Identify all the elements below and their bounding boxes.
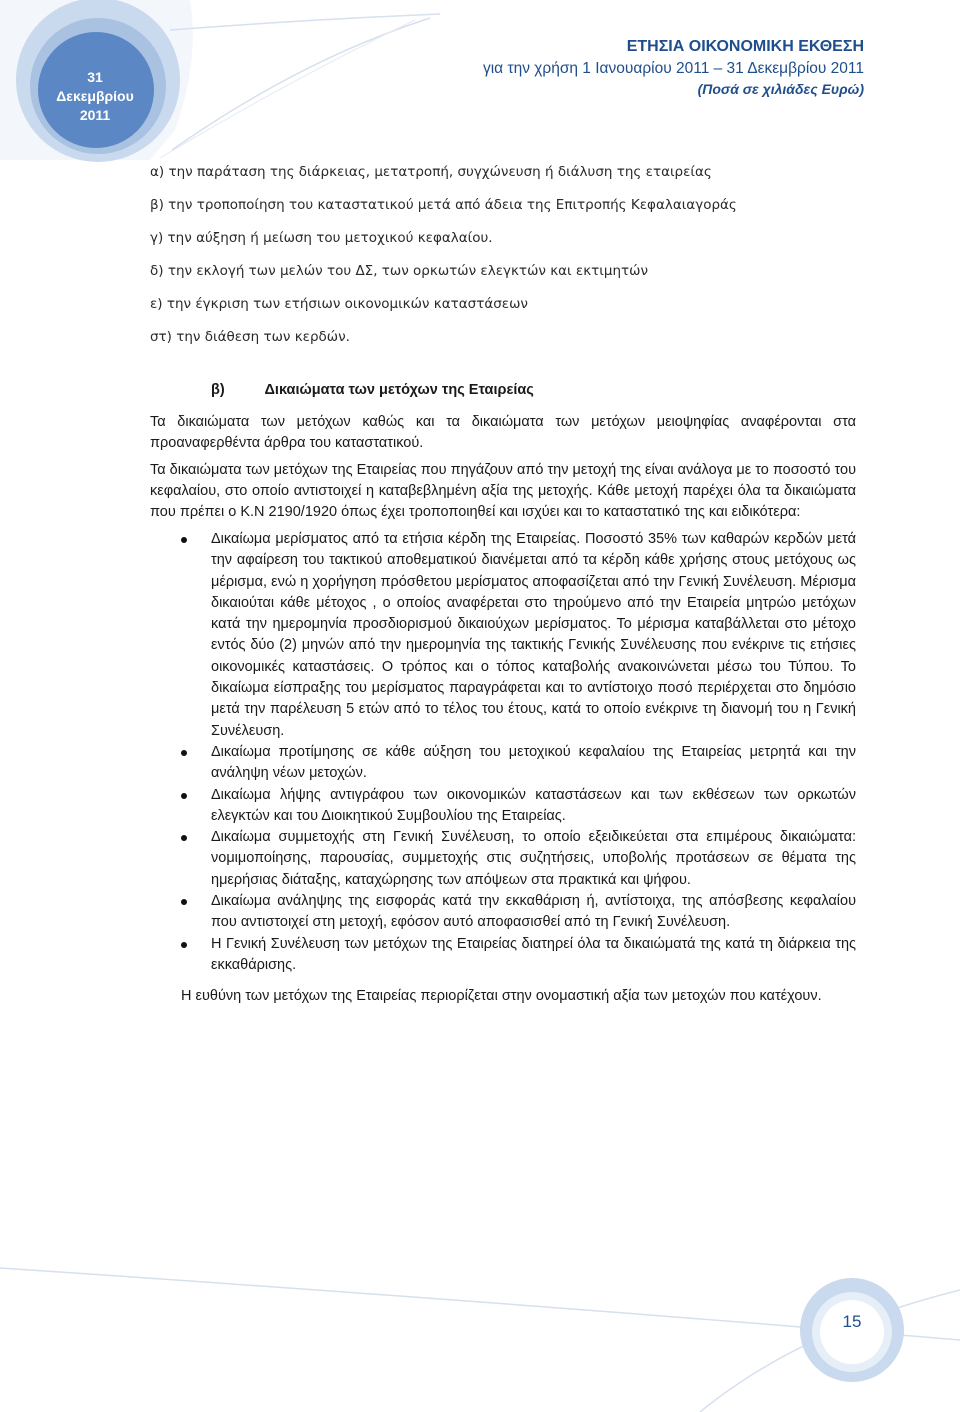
report-header: [483, 36, 864, 99]
closing-paragraph: Η ευθύνη των μετόχων της Εταιρείας περιορίζεται στην ονομαστική αξία των μετοχών που κατέχουν.: [181, 988, 822, 1005]
bullet-icon: [181, 537, 187, 543]
list-item: [211, 785, 856, 828]
bullet-icon: [181, 835, 187, 841]
section-heading: [211, 378, 856, 406]
list-item: [211, 891, 856, 934]
list-item-text: Δικαίωμα προτίμησης σε κάθε αύξηση του μετοχικού κεφαλαίου της Εταιρείας μετρητά και την ανάληψη νέων μετοχών.: [211, 743, 856, 782]
article-item: β) την τροποποίηση του καταστατικού μετά από άδεια της Επιτροπής Κεφαλαιαγοράς: [150, 197, 737, 213]
article-item: γ) την αύξηση ή μείωση του μετοχικού κεφαλαίου.: [150, 230, 493, 246]
badge-day: 31: [87, 69, 103, 85]
list-item-text: Δικαίωμα μερίσματος από τα ετήσια κέρδη της Εταιρείας. Ποσοστό 35% των καθαρών κερδών μετά την αφαίρεση του τακτικού αποθεματικού διανέμεται από τα κέρδη κάθε χρήσης στους μετόχους ως μέρισμα, ενώ η χορήγηση πρόσθετου μερίσματος αποφασίζεται από την Γενική Συνέλευση. Μέρισμα δικαιούται κάθε μέτοχος , ο οποίος αναφέρεται στο τηρούμενο από την Εταιρεία μητρώο μετόχων κατά την ημερομηνία προσδιορισμού δικαιούχων μερίσματος. Το μέρισμα καταβάλλεται στο μέτοχο εντός δύο (2) μηνών από την ημερομηνία της τακτικής Γενικής Συνέλευσης που ενέκρινε τις ετήσιες οικονομικές καταστάσεις. Ο τρόπος και ο τόπος καταβολής ανακοινώνεται μέσω του Τύπου. Το δικαίωμα είσπραξης του μερίσματος παραγράφεται και το αντίστοιχο ποσό περιέρχεται στο δημόσιο μετά την παρέλευση 5 ετών από το τέλος του έτους, κατά το οποίο ενέκρινε τη διανομή του η Γενική Συνέλευση.: [211, 531, 856, 739]
article-item: α) την παράταση της διάρκειας, μετατροπή, συγχώνευση ή διάλυση της εταιρείας: [150, 164, 712, 180]
bullet-icon: [181, 750, 187, 756]
rights-list: [150, 529, 856, 976]
list-item: [211, 742, 856, 785]
bullet-icon: [181, 899, 187, 905]
list-item: [211, 529, 856, 742]
badge-year: 2011: [79, 107, 111, 123]
article-item: στ) την διάθεση των κερδών.: [150, 329, 350, 345]
list-item: [211, 827, 856, 891]
list-item-text: Η Γενική Συνέλευση των μετόχων της Εταιρείας διατηρεί όλα τα δικαιώματά της κατά τη διάρκεια της εκκαθάρισης.: [211, 935, 856, 973]
list-item-text: Δικαίωμα ανάληψης της εισφοράς κατά την εκκαθάριση ή, αντίστοιχα, της απόσβεσης κεφαλαίου που αντιστοιχεί στη μετοχή, εφόσον αυτό αποφασισθεί από τη Γενική Συνέλευση.: [211, 893, 856, 931]
bullet-icon: [181, 942, 187, 948]
page-number: 15: [842, 1312, 862, 1331]
report-period: για την χρήση 1 Ιανουαρίου 2011 – 31 Δεκεμβρίου 2011: [482, 60, 864, 77]
bullet-icon: [181, 793, 187, 799]
list-item: [211, 934, 856, 977]
list-item-text: Δικαίωμα λήψης αντιγράφου των οικονομικών καταστάσεων και των εκθέσεων των ορκωτών ελεγκτών και του Διοικητικού Συμβουλίου της Εταιρείας.: [211, 786, 856, 824]
badge-month: Δεκεμβρίου: [56, 88, 134, 104]
article-item: δ) την εκλογή των μελών του ΔΣ, των ορκωτών ελεγκτών και εκτιμητών: [150, 263, 648, 279]
list-item-text: Δικαίωμα συμμετοχής στη Γενική Συνέλευση, το οποίο εξειδικεύεται στα επιμέρους δικαιώματα: νομιμοποίησης, παρουσίας, συμμετοχής στις συζητήσεις, υποβολής προτάσεων σε θέματα της ημερήσιας διάταξης, καταχώρησης των απόψεων στα πρακτικά και ψήφου.: [211, 829, 856, 888]
currency-note: (Ποσά σε χιλιάδες Ευρώ): [697, 81, 864, 97]
paragraph: Τα δικαιώματα των μετόχων καθώς και τα δικαιώματα των μετόχων μειοψηφίας αναφέρονται στα προαναφερθέντα άρθρα του καταστατικού.: [150, 414, 856, 451]
report-title: ΕΤΗΣΙΑ ΟΙΚΟΝΟΜΙΚΗ ΕΚΘΕΣΗ: [626, 38, 864, 55]
paragraph: Τα δικαιώματα των μετόχων της Εταιρείας που πηγάζουν από την μετοχή της είναι ανάλογα με το ποσοστό του κεφαλαίου, στο οποίο αντιστοιχεί η καταβεβλημένη αξία της μετοχής. Κάθε μετοχή παρέχει όλα τα δικαιώματα που πρέπει ο Κ.Ν 2190/1920 όπως έχει τροποποιηθεί και ισχύει και το καταστατικό της και ειδικότερα:: [150, 462, 857, 520]
main-content: [150, 160, 856, 1007]
section-title: Δικαιώματα των μετόχων της Εταιρείας: [264, 382, 534, 398]
date-badge-text: [40, 68, 150, 125]
section-letter: β): [211, 382, 225, 398]
article-item: ε) την έγκριση των ετήσιων οικονομικών καταστάσεων: [150, 296, 528, 312]
